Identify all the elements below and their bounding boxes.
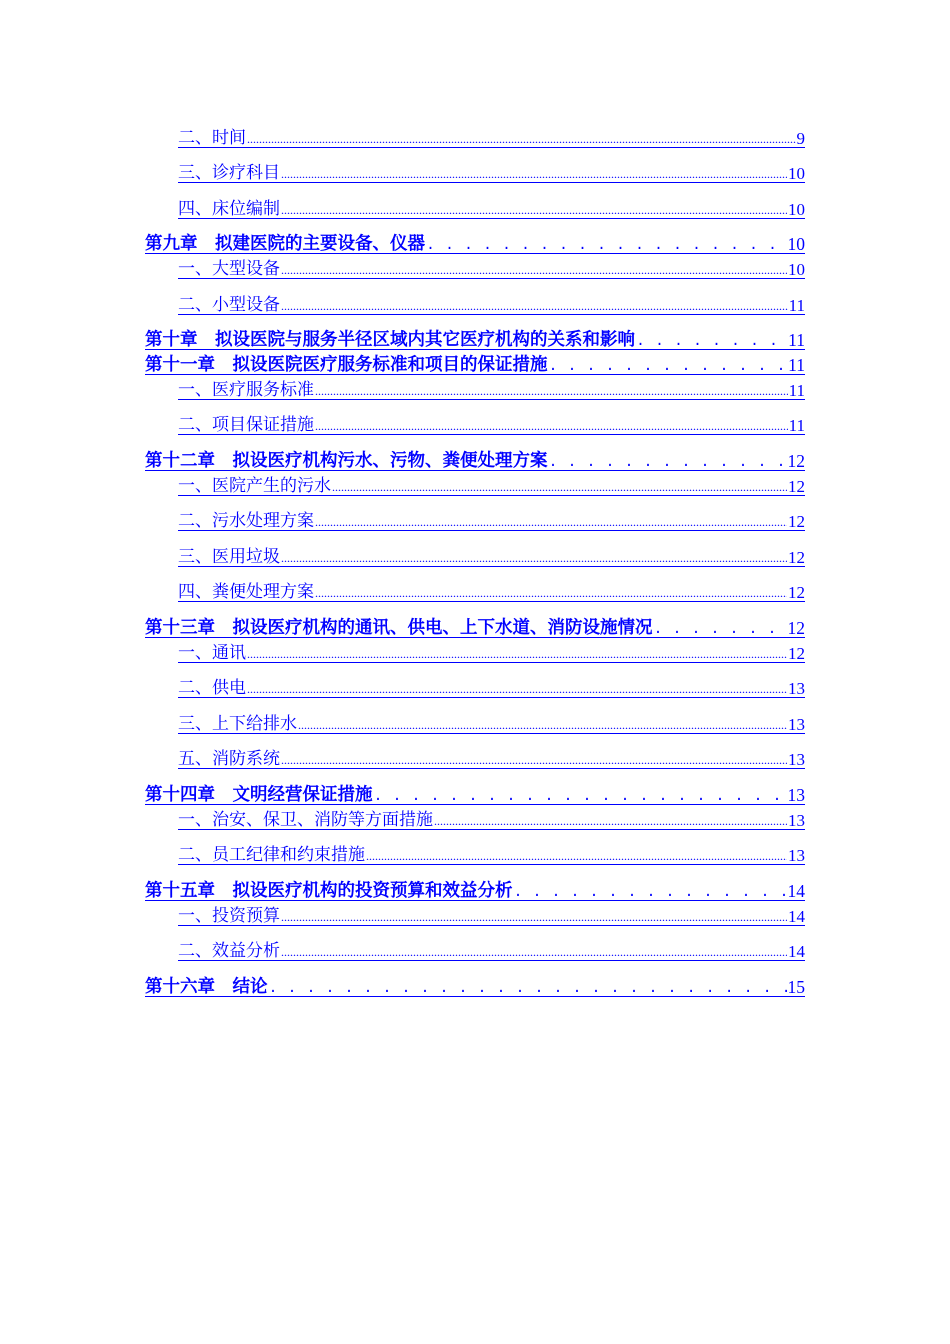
toc-leader-dots: [247, 645, 787, 662]
toc-entry-title: 一、大型设备: [178, 259, 280, 279]
toc-page-number: 12: [787, 450, 805, 471]
toc-page-number: 11: [788, 329, 805, 350]
toc-page-number: 13: [788, 679, 805, 698]
toc-entry-sub-touzi-yusuan[interactable]: [178, 905, 805, 926]
toc-leader-dots: [514, 883, 787, 901]
toc-entry-title: 五、消防系统: [178, 749, 280, 769]
toc-page-number: 14: [787, 880, 805, 901]
toc-leader-dots: [281, 261, 787, 278]
toc-entry-sub-zhian-baowei[interactable]: [178, 809, 805, 830]
toc-entry-title: 第十三章 拟设医疗机构的通讯、供电、上下水道、消防设施情况: [145, 617, 653, 638]
toc-entry-sub-yiyong-laji[interactable]: [178, 546, 805, 567]
toc-entry-chapter-16[interactable]: [145, 975, 805, 997]
toc-entry-title: 三、医用垃圾: [178, 547, 280, 567]
toc-entry-title: 第十四章 文明经营保证措施: [145, 784, 373, 805]
toc-leader-dots: [332, 478, 787, 495]
toc-entry-title: 三、诊疗科目: [178, 163, 280, 183]
toc-entry-title: 四、床位编制: [178, 199, 280, 219]
toc-page-number: 11: [788, 296, 805, 315]
toc-entry-sub-geipaishui[interactable]: [178, 713, 805, 734]
toc-entry-title: 二、污水处理方案: [178, 511, 314, 531]
toc-leader-dots: [281, 165, 787, 182]
toc-entry-sub-zhenliao-kemu[interactable]: [178, 162, 805, 183]
toc-entry-title: 二、小型设备: [178, 295, 280, 315]
toc-entry-title: 三、上下给排水: [178, 714, 297, 734]
toc-page-number: 9: [796, 129, 805, 148]
toc-page-number: 11: [788, 416, 805, 435]
toc-leader-dots: [281, 943, 787, 960]
toc-entry-chapter-13[interactable]: [145, 616, 805, 638]
toc-entry-title: 一、投资预算: [178, 906, 280, 926]
toc-leader-dots: [366, 847, 787, 864]
toc-leader-dots: [636, 332, 787, 350]
toc-leader-dots: [434, 812, 787, 829]
toc-entry-sub-wushui[interactable]: [178, 475, 805, 496]
toc-page-number: 10: [788, 260, 805, 279]
toc-entry-sub-daxing-shebei[interactable]: [178, 258, 805, 279]
toc-entry-title: 二、员工纪律和约束措施: [178, 845, 365, 865]
toc-leader-dots: [281, 908, 787, 925]
toc-entry-title: 第十章 拟设医院与服务半径区域内其它医疗机构的关系和影响: [145, 329, 635, 350]
toc-entry-title: 一、医院产生的污水: [178, 476, 331, 496]
toc-entry-title: 一、治安、保卫、消防等方面措施: [178, 810, 433, 830]
toc-entry-title: 一、通讯: [178, 643, 246, 663]
toc-page-number: 12: [788, 477, 805, 496]
toc-page-number: 11: [788, 381, 805, 400]
toc-leader-dots: [247, 680, 787, 697]
toc-entry-title: 一、医疗服务标准: [178, 380, 314, 400]
toc-entry-sub-shijian[interactable]: [178, 127, 805, 148]
toc-leader-dots: [315, 417, 788, 434]
toc-entry-sub-xiaofang[interactable]: [178, 748, 805, 769]
toc-page-number: 10: [788, 164, 805, 183]
toc-page-number: 14: [788, 907, 805, 926]
toc-entry-chapter-9[interactable]: [145, 232, 805, 254]
toc-page-number: 13: [788, 811, 805, 830]
toc-leader-dots: [315, 382, 788, 399]
toc-page-number: 12: [787, 617, 805, 638]
toc-page-number: 14: [788, 942, 805, 961]
toc-leader-dots: [281, 751, 787, 768]
toc-page-number: 10: [787, 233, 805, 254]
toc-entry-chapter-15[interactable]: [145, 879, 805, 901]
toc-entry-title: 二、效益分析: [178, 941, 280, 961]
toc-entry-sub-xiaoxing-shebei[interactable]: [178, 294, 805, 315]
toc-entry-sub-wushui-chuli[interactable]: [178, 510, 805, 531]
toc-entry-title: 第十六章 结论: [145, 976, 268, 997]
toc-leader-dots: [281, 549, 787, 566]
toc-entry-sub-xiaoyi-fenxi[interactable]: [178, 940, 805, 961]
toc-page-number: 13: [788, 846, 805, 865]
toc-entry-title: 第十五章 拟设医疗机构的投资预算和效益分析: [145, 880, 513, 901]
toc-entry-title: 第九章 拟建医院的主要设备、仪器: [145, 233, 425, 254]
toc-page-number: 13: [787, 784, 805, 805]
toc-entry-chapter-11[interactable]: [145, 353, 805, 375]
toc-entry-sub-tongxun[interactable]: [178, 642, 805, 663]
toc-leader-dots: [315, 513, 787, 530]
toc-entry-chapter-12[interactable]: [145, 449, 805, 471]
toc-leader-dots: [269, 979, 787, 997]
toc-page-number: 12: [788, 583, 805, 602]
toc-leader-dots: [549, 357, 788, 375]
toc-entry-chapter-10[interactable]: [145, 328, 805, 350]
toc-entry-sub-xiangmu-baozheng[interactable]: [178, 414, 805, 435]
toc-entry-sub-chuangwei[interactable]: [178, 198, 805, 219]
toc-leader-dots: [426, 236, 787, 254]
toc-leader-dots: [654, 620, 787, 638]
toc-page-number: 15: [787, 976, 805, 997]
toc-leader-dots: [315, 584, 787, 601]
toc-leader-dots: [281, 297, 788, 314]
toc-leader-dots: [549, 453, 787, 471]
toc-leader-dots: [247, 130, 796, 147]
toc-entry-title: 第十一章 拟设医院医疗服务标准和项目的保证措施: [145, 354, 548, 375]
toc-entry-title: 二、时间: [178, 128, 246, 148]
toc-page-number: 12: [788, 644, 805, 663]
toc-page-number: 13: [788, 715, 805, 734]
toc-page-number: 10: [788, 200, 805, 219]
toc-entry-sub-yuangong-jilv[interactable]: [178, 844, 805, 865]
toc-leader-dots: [374, 787, 787, 805]
toc-entry-title: 二、项目保证措施: [178, 415, 314, 435]
toc-page-number: 12: [788, 548, 805, 567]
toc-entry-title: 二、供电: [178, 678, 246, 698]
toc-page-number: 13: [788, 750, 805, 769]
toc-entry-title: 四、粪便处理方案: [178, 582, 314, 602]
toc-entry-title: 第十二章 拟设医疗机构污水、污物、粪便处理方案: [145, 450, 548, 471]
toc-entry-sub-yiliao-fuwu-biaozhun[interactable]: [178, 379, 805, 400]
toc-leader-dots: [281, 201, 787, 218]
toc-entry-chapter-14[interactable]: [145, 783, 805, 805]
toc-entry-sub-gongdian[interactable]: [178, 677, 805, 698]
toc-page-number: 11: [788, 354, 805, 375]
toc-leader-dots: [298, 716, 787, 733]
toc-page-number: 12: [788, 512, 805, 531]
toc-entry-sub-fenbian-chuli[interactable]: [178, 581, 805, 602]
